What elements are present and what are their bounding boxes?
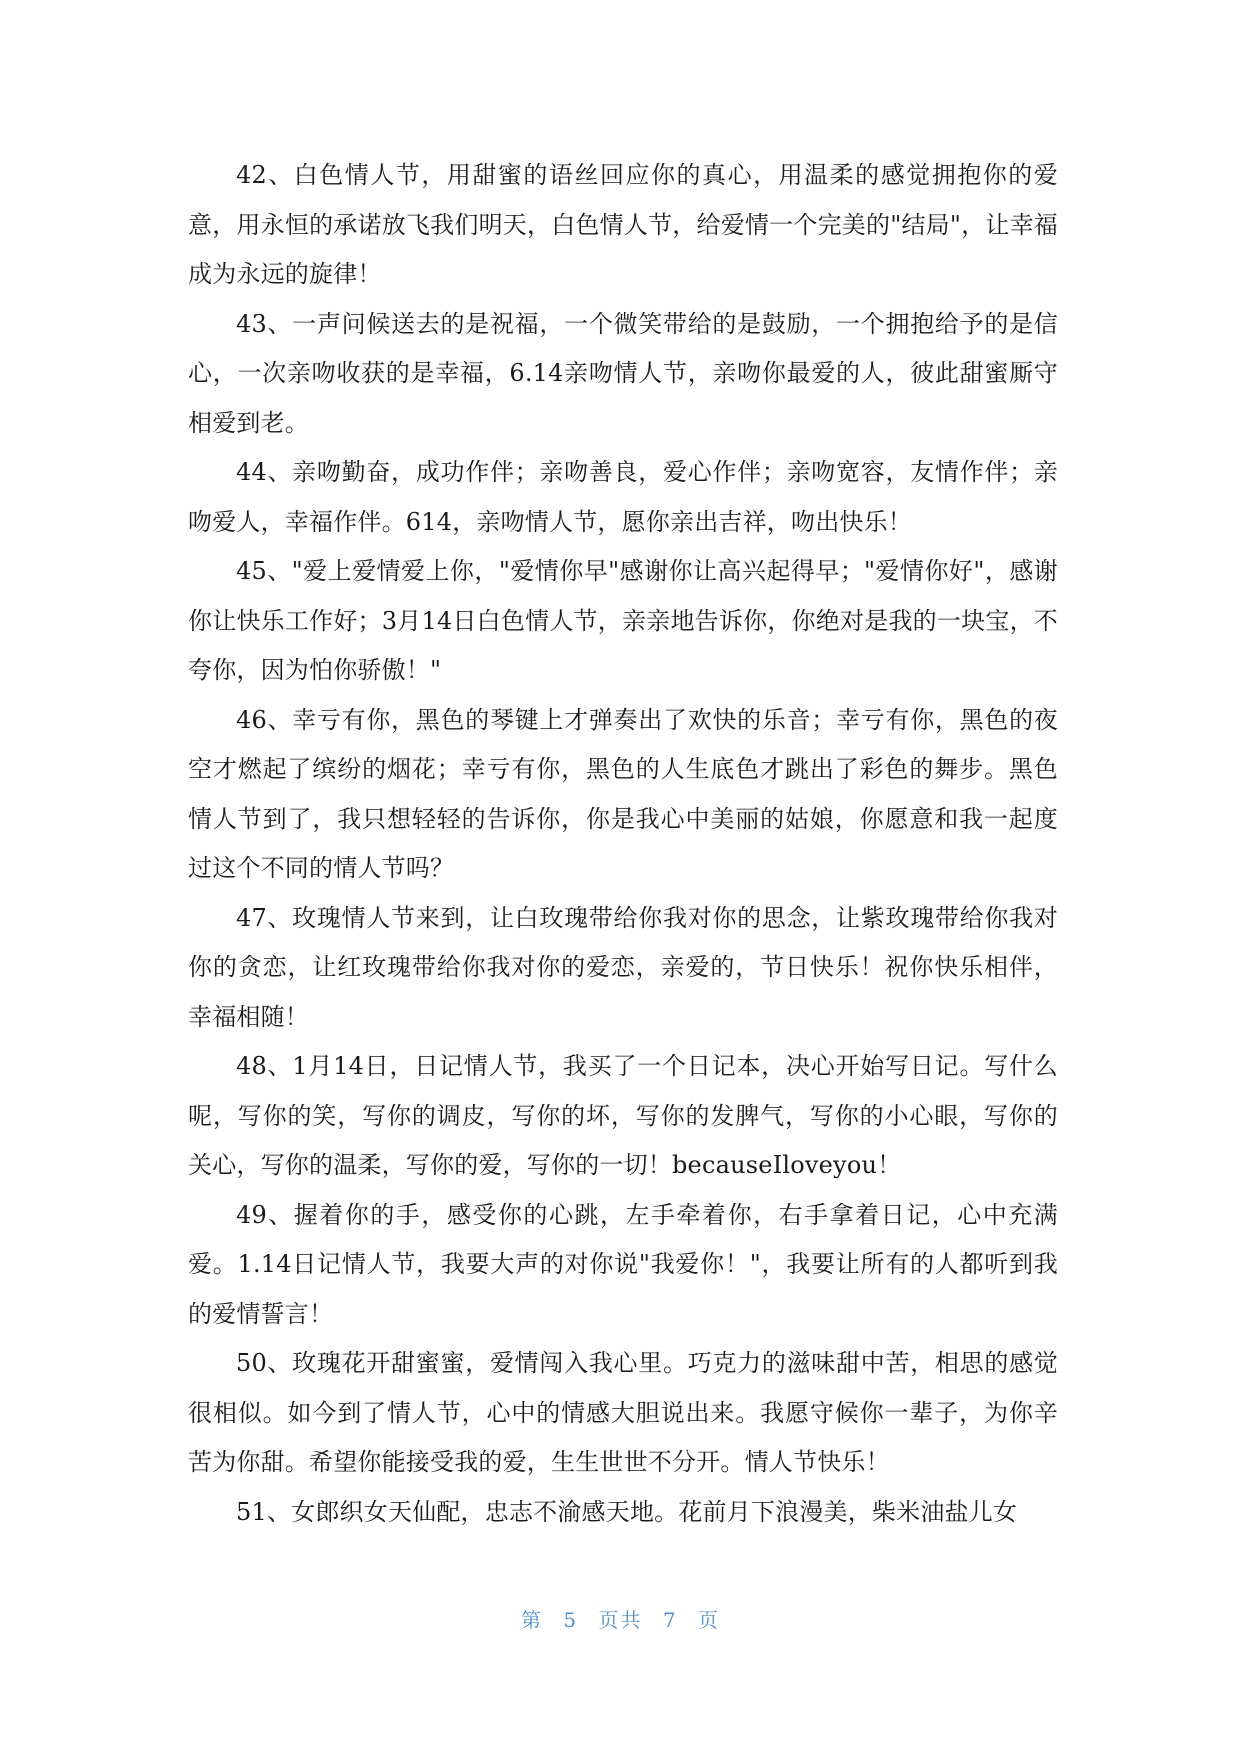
footer-prefix: 第 [521,1608,544,1632]
paragraph-43: 43、一声问候送去的是祝福，一个微笑带给的是鼓励，一个拥抱给予的是信心，一次亲吻收获的是幸福，6.14亲吻情人节，亲吻你最爱的人，彼此甜蜜厮守相爱到老。 [188,309,1058,437]
document-body [188,151,1058,1537]
page-footer [0,1604,1241,1633]
footer-total-pages: 7 [662,1608,678,1632]
paragraph-48: 48、1月14日，日记情人节，我买了一个日记本，决心开始写日记。写什么呢，写你的笑，写你的调皮，写你的坏，写你的发脾气，写你的小心眼，写你的关心，写你的温柔，写你的爱，写你的一切！becauseIloveyou！ [188,1052,1058,1179]
paragraph-44: 44、亲吻勤奋，成功作伴；亲吻善良，爱心作伴；亲吻宽容，友情作伴；亲吻爱人，幸福作伴。614，亲吻情人节，愿你亲出吉祥，吻出快乐！ [188,458,1058,536]
paragraph-50: 50、玫瑰花开甜蜜蜜，爱情闯入我心里。巧克力的滋味甜中苦，相思的感觉很相似。如今到了情人节，心中的情感大胆说出来。我愿守候你一辈子，为你辛苦为你甜。希望你能接受我的爱，生生世世不分开。情人节快乐！ [188,1349,1058,1476]
paragraph-51: 51、女郎织女天仙配，忠志不渝感天地。花前月下浪漫美，柴米油盐儿女 [236,1497,1018,1526]
paragraph-45: 45、"爱上爱情爱上你，"爱情你早"感谢你让高兴起得早；"爱情你好"，感谢你让快乐工作好；3月14日白色情人节，亲亲地告诉你，你绝对是我的一块宝，不夸你，因为怕你骄傲！" [188,557,1058,684]
footer-page-number: 5 [563,1608,579,1632]
paragraph-46: 46、幸亏有你，黑色的琴键上才弹奏出了欢快的乐音；幸亏有你，黑色的夜空才燃起了缤纷的烟花；幸亏有你，黑色的人生底色才跳出了彩色的舞步。黑色情人节到了，我只想轻轻的告诉你，你是我心中美丽的姑娘，你愿意和我一起度过这个不同的情人节吗？ [188,705,1058,882]
footer-suffix: 页 [697,1608,720,1632]
paragraph-47: 47、玫瑰情人节来到，让白玫瑰带给你我对你的思念，让紫玫瑰带给你我对你的贪恋，让红玫瑰带给你我对你的爱恋，亲爱的，节日快乐！祝你快乐相伴，幸福相随！ [188,903,1058,1031]
footer-middle: 页共 [598,1608,643,1632]
paragraph-49: 49、握着你的手，感受你的心跳，左手牵着你，右手拿着日记，心中充满爱。1.14日记情人节，我要大声的对你说"我爱你！"，我要让所有的人都听到我的爱情誓言！ [188,1200,1058,1328]
paragraph-42: 42、白色情人节，用甜蜜的语丝回应你的真心，用温柔的感觉拥抱你的爱意，用永恒的承诺放飞我们明天，白色情人节，给爱情一个完美的"结局"，让幸福成为永远的旋律！ [188,161,1058,288]
